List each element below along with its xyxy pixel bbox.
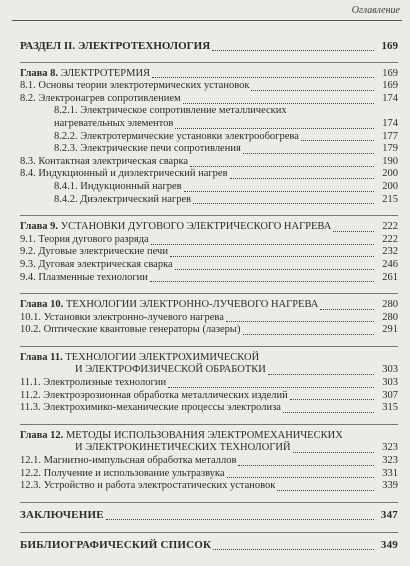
toc-item[interactable]: 10.1. Установки электронно-лучевого нагрева 280 xyxy=(20,311,398,323)
divider xyxy=(20,346,398,347)
toc-item-line1[interactable]: 8.2.1. Электрическое сопротивление металлических xyxy=(54,105,287,117)
toc-item[interactable]: 8.2. Электронагрев сопротивлением 174 xyxy=(20,92,398,104)
toc-chapter-11[interactable]: И ЭЛЕКТРОФИЗИЧЕСКОЙ ОБРАБОТКИ 303 xyxy=(75,364,398,376)
section-page: 169 xyxy=(381,40,398,52)
toc-chapter-12[interactable]: И ЭЛЕКТРОКИНЕТИЧЕСКИХ ТЕХНОЛОГИЙ 323 xyxy=(75,442,398,454)
toc-item[interactable]: 9.1. Теория дугового разряда 222 xyxy=(20,233,398,245)
header-rule xyxy=(12,20,402,21)
toc-item[interactable]: 12.3. Устройство и работа электростатических установок 339 xyxy=(20,480,398,492)
divider xyxy=(20,424,398,425)
toc-item[interactable]: 8.4.2. Диэлектрический нагрев 215 xyxy=(54,193,398,205)
toc-item[interactable]: 9.3. Дуговая электрическая сварка 246 xyxy=(20,258,398,270)
toc-chapter-8[interactable] xyxy=(20,68,398,81)
toc-item[interactable]: 12.1. Магнитно-импульсная обработка металлов 323 xyxy=(20,455,398,467)
chapter-page: 169 xyxy=(382,67,398,79)
toc-item[interactable]: 12.2. Получение и использование ультразвука 331 xyxy=(20,467,398,479)
toc-item[interactable]: 11.3. Электрохимико-механические процессы электролиза 315 xyxy=(20,402,398,414)
table-of-contents xyxy=(20,40,398,553)
toc-item[interactable]: 8.2.2. Электротермические установки электрообогрева 177 xyxy=(54,130,398,142)
chapter-title: ЭЛЕКТРОТЕРМИЯ xyxy=(60,67,151,79)
divider xyxy=(20,62,398,63)
toc-conclusion[interactable]: ЗАКЛЮЧЕНИЕ 347 xyxy=(20,508,398,521)
running-head: Оглавление xyxy=(351,5,400,16)
toc-chapter-9[interactable]: Глава 9. УСТАНОВКИ ДУГОВОГО ЭЛЕКТРИЧЕСКОГО НАГРЕВА 222 xyxy=(20,221,398,233)
divider xyxy=(20,215,398,216)
toc-item[interactable]: 11.1. Электролизные технологии 303 xyxy=(20,377,398,389)
section-title: РАЗДЕЛ II. ЭЛЕКТРОТЕХНОЛОГИЯ xyxy=(20,40,211,52)
toc-chapter-12-line1[interactable]: Глава 12. МЕТОДЫ ИСПОЛЬЗОВАНИЯ ЭЛЕКТРОМЕХАНИЧЕСКИХ xyxy=(20,429,343,441)
toc-chapter-11-line1[interactable]: Глава 11. ТЕХНОЛОГИИ ЭЛЕКТРОХИМИЧЕСКОЙ xyxy=(20,351,260,363)
divider xyxy=(20,532,398,533)
toc-item[interactable]: 8.3. Контактная электрическая сварка 190 xyxy=(20,155,398,167)
toc-section[interactable] xyxy=(20,40,398,53)
toc-item[interactable]: 8.2.3. Электрические печи сопротивления 179 xyxy=(54,143,398,155)
toc-item[interactable]: нагревательных элементов 174 xyxy=(54,117,398,129)
chapter-label: Глава 8. xyxy=(20,67,59,79)
toc-item[interactable]: 10.2. Оптические квантовые генераторы (лазеры) 291 xyxy=(20,324,398,336)
toc-chapter-10[interactable]: Глава 10. ТЕХНОЛОГИИ ЭЛЕКТРОННО-ЛУЧЕВОГО НАГРЕВА 280 xyxy=(20,299,398,311)
toc-item[interactable]: 8.4. Индукционный и диэлектрический нагрев 200 xyxy=(20,168,398,180)
toc-item[interactable]: 9.4. Плазменные технологии 261 xyxy=(20,271,398,283)
toc-item[interactable]: 11.2. Электроэрозионная обработка металлических изделий 307 xyxy=(20,389,398,401)
toc-bibliography[interactable]: БИБЛИОГРАФИЧЕСКИЙ СПИСОК 349 xyxy=(20,538,398,551)
divider xyxy=(20,293,398,294)
toc-item[interactable]: 8.1. Основы теории электротермических установок 169 xyxy=(20,80,398,92)
divider xyxy=(20,502,398,503)
toc-item[interactable]: 8.4.1. Индукционный нагрев 200 xyxy=(54,180,398,192)
toc-item[interactable]: 9.2. Дуговые электрические печи 232 xyxy=(20,246,398,258)
